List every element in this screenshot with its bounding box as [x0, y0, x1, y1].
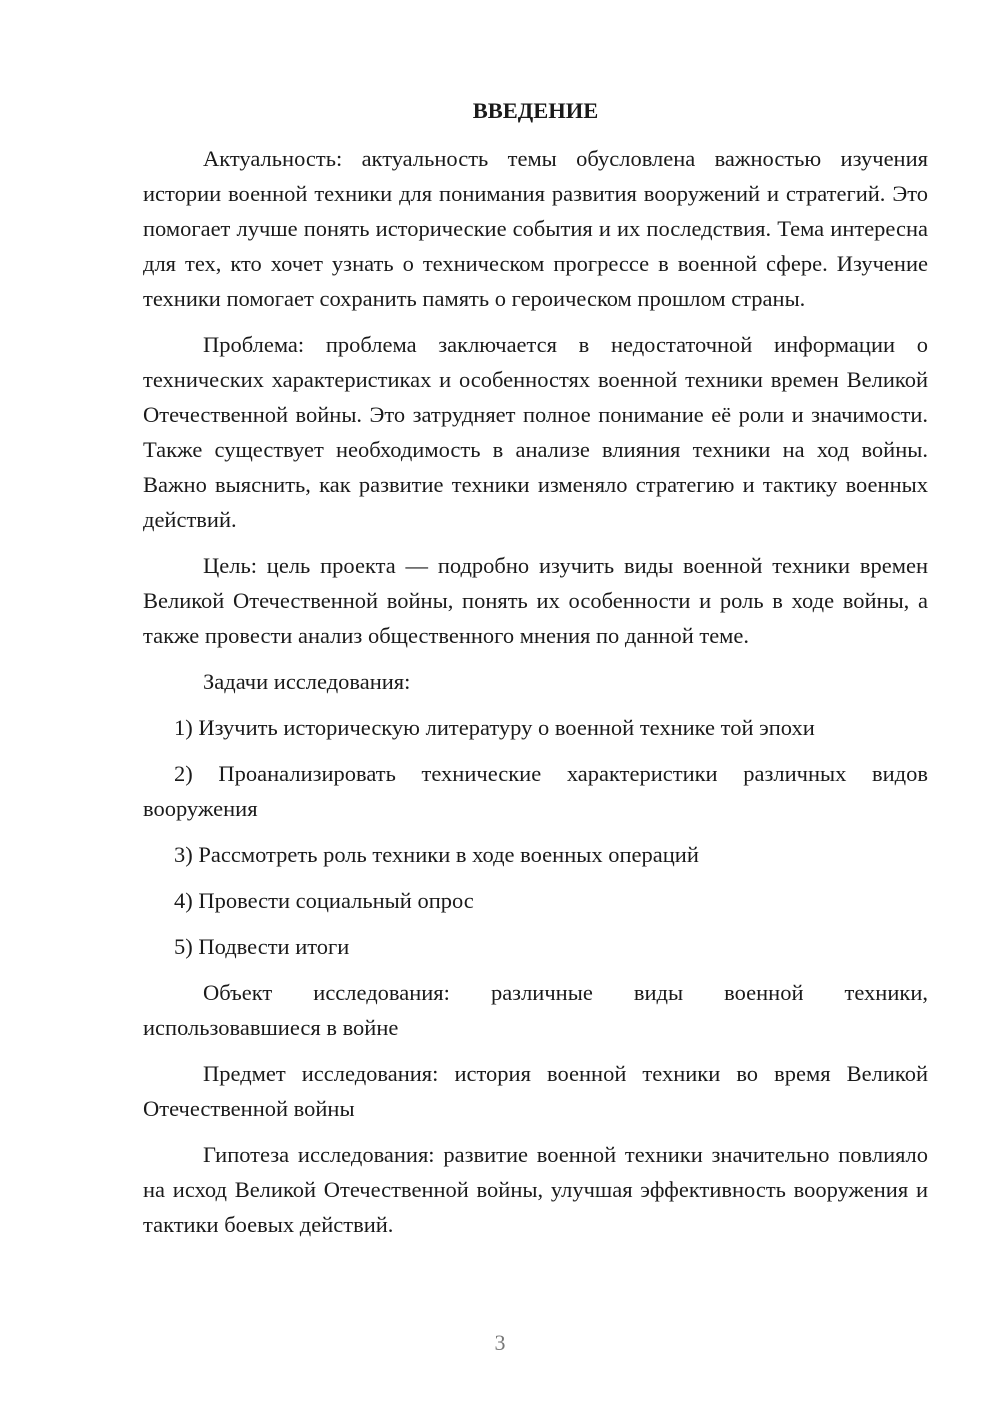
task-item: 4) Провести социальный опрос [174, 888, 474, 913]
subject-paragraph: Предмет исследования: история военной техники во время Великой Отечественной войны [143, 1061, 928, 1121]
task-item: 3) Рассмотреть роль техники в ходе военных операций [174, 842, 699, 867]
document-page [143, 93, 928, 1253]
relevance-paragraph: Актуальность: актуальность темы обусловлена важностью изучения истории военной техники для понимания развития вооружений и стратегий. Это помогает лучше понять исторические события и их последствия. Тема интересна для тех, кто хочет узнать о техническом прогрессе в военной сфере. Изучение техники помогает сохранить память о героическом прошлом страны. [143, 146, 928, 311]
task-item: 5) Подвести итоги [174, 934, 350, 959]
page-number: 3 [494, 1330, 506, 1355]
tasks-heading: Задачи исследования: [203, 669, 411, 694]
task-item: 2) Проанализировать технические характеристики различных видов вооружения [143, 761, 928, 821]
hypothesis-paragraph: Гипотеза исследования: развитие военной техники значительно повлияло на исход Великой Отечественной войны, улучшая эффективность вооружения и тактики боевых действий. [143, 1142, 928, 1237]
problem-paragraph: Проблема: проблема заключается в недостаточной информации о технических характеристиках и особенностях военной техники времен Великой Отечественной войны. Это затрудняет полное понимание её роли и значимости. Также существует необходимость в анализе влияния техники на ход войны. Важно выяснить, как развитие техники изменяло стратегию и тактику военных действий. [143, 332, 928, 532]
page-title: ВВЕДЕНИЕ [472, 98, 599, 123]
goal-paragraph: Цель: цель проекта — подробно изучить виды военной техники времен Великой Отечественной войны, понять их особенности и роль в ходе войны, а также провести анализ общественного мнения по данной теме. [143, 553, 928, 648]
object-paragraph: Объект исследования: различные виды военной техники, использовавшиеся в войне [143, 980, 928, 1040]
task-item: 1) Изучить историческую литературу о военной технике той эпохи [174, 715, 815, 740]
